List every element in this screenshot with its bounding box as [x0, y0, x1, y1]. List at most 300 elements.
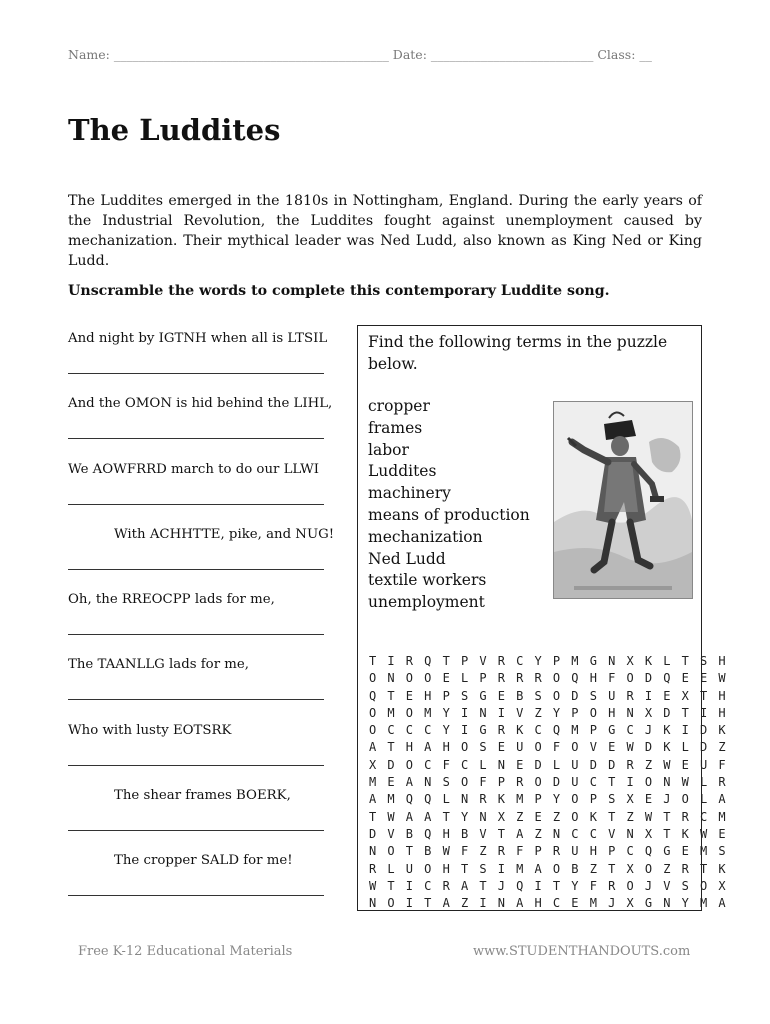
- grid-letter[interactable]: P: [479, 671, 487, 686]
- grid-letter[interactable]: E: [405, 688, 414, 703]
- grid-letter[interactable]: L: [479, 757, 487, 772]
- grid-letter[interactable]: K: [497, 792, 505, 807]
- grid-letter[interactable]: M: [424, 705, 432, 720]
- grid-letter[interactable]: H: [405, 740, 414, 755]
- grid-letter[interactable]: Y: [460, 809, 469, 824]
- grid-letter[interactable]: J: [663, 792, 671, 807]
- grid-letter[interactable]: A: [718, 792, 726, 807]
- grid-letter[interactable]: D: [552, 775, 561, 790]
- answer-blank[interactable]: [68, 504, 324, 505]
- grid-letter[interactable]: Q: [516, 878, 524, 893]
- grid-letter[interactable]: W: [644, 809, 653, 824]
- grid-letter[interactable]: F: [442, 757, 450, 772]
- grid-letter[interactable]: C: [424, 878, 432, 893]
- grid-letter[interactable]: F: [589, 878, 597, 893]
- grid-letter[interactable]: R: [405, 654, 414, 668]
- grid-letter[interactable]: Z: [534, 826, 542, 841]
- grid-letter[interactable]: T: [681, 705, 689, 720]
- grid-letter[interactable]: T: [387, 688, 395, 703]
- grid-letter[interactable]: J: [644, 878, 653, 893]
- grid-letter[interactable]: R: [516, 775, 524, 790]
- grid-letter[interactable]: D: [700, 740, 708, 755]
- answer-blank[interactable]: [68, 373, 324, 374]
- grid-letter[interactable]: C: [552, 896, 561, 911]
- grid-letter[interactable]: O: [387, 896, 395, 911]
- grid-letter[interactable]: E: [497, 740, 505, 755]
- grid-letter[interactable]: X: [497, 809, 505, 824]
- grid-letter[interactable]: K: [589, 809, 597, 824]
- grid-letter[interactable]: D: [369, 826, 377, 841]
- grid-letter[interactable]: C: [589, 826, 597, 841]
- grid-letter[interactable]: Z: [534, 705, 542, 720]
- grid-letter[interactable]: C: [589, 775, 597, 790]
- grid-letter[interactable]: F: [608, 671, 616, 686]
- grid-letter[interactable]: E: [681, 844, 689, 859]
- grid-letter[interactable]: F: [479, 775, 487, 790]
- grid-letter[interactable]: Z: [644, 757, 653, 772]
- grid-letter[interactable]: F: [460, 844, 469, 859]
- grid-letter[interactable]: T: [460, 861, 469, 876]
- grid-letter[interactable]: I: [644, 688, 653, 703]
- grid-letter[interactable]: T: [552, 878, 561, 893]
- grid-letter[interactable]: O: [424, 671, 432, 686]
- grid-letter[interactable]: P: [608, 844, 616, 859]
- grid-letter[interactable]: A: [460, 878, 469, 893]
- grid-letter[interactable]: C: [571, 826, 579, 841]
- grid-letter[interactable]: L: [700, 775, 708, 790]
- grid-letter[interactable]: K: [718, 723, 726, 738]
- grid-letter[interactable]: H: [718, 688, 726, 703]
- grid-letter[interactable]: Q: [424, 826, 432, 841]
- grid-letter[interactable]: K: [681, 826, 689, 841]
- grid-letter[interactable]: T: [663, 809, 671, 824]
- grid-letter[interactable]: B: [516, 688, 524, 703]
- grid-letter[interactable]: S: [718, 844, 726, 859]
- grid-letter[interactable]: K: [663, 723, 671, 738]
- grid-letter[interactable]: E: [681, 671, 689, 686]
- answer-blank[interactable]: [68, 699, 324, 700]
- grid-letter[interactable]: H: [442, 740, 450, 755]
- grid-letter[interactable]: T: [663, 826, 671, 841]
- grid-letter[interactable]: D: [571, 688, 579, 703]
- grid-letter[interactable]: C: [387, 723, 395, 738]
- grid-letter[interactable]: C: [626, 723, 634, 738]
- grid-letter[interactable]: U: [571, 775, 579, 790]
- grid-letter[interactable]: C: [516, 654, 524, 668]
- grid-letter[interactable]: O: [405, 757, 414, 772]
- grid-letter[interactable]: I: [405, 896, 414, 911]
- grid-letter[interactable]: N: [369, 844, 377, 859]
- grid-letter[interactable]: U: [516, 740, 524, 755]
- grid-letter[interactable]: M: [700, 844, 708, 859]
- grid-letter[interactable]: D: [608, 757, 616, 772]
- grid-letter[interactable]: X: [681, 688, 689, 703]
- grid-letter[interactable]: N: [663, 775, 671, 790]
- grid-letter[interactable]: J: [497, 878, 505, 893]
- grid-letter[interactable]: E: [681, 757, 689, 772]
- grid-letter[interactable]: I: [405, 878, 414, 893]
- grid-letter[interactable]: O: [460, 740, 469, 755]
- grid-letter[interactable]: W: [369, 878, 377, 893]
- grid-letter[interactable]: P: [497, 775, 505, 790]
- grid-letter[interactable]: Z: [516, 809, 524, 824]
- grid-letter[interactable]: G: [479, 688, 487, 703]
- grid-letter[interactable]: T: [700, 688, 708, 703]
- grid-letter[interactable]: B: [571, 861, 579, 876]
- grid-letter[interactable]: W: [681, 775, 689, 790]
- grid-letter[interactable]: Q: [552, 723, 561, 738]
- grid-letter[interactable]: E: [718, 826, 726, 841]
- grid-letter[interactable]: C: [460, 757, 469, 772]
- grid-letter[interactable]: H: [424, 688, 432, 703]
- grid-letter[interactable]: Z: [626, 809, 634, 824]
- grid-letter[interactable]: O: [534, 740, 542, 755]
- grid-letter[interactable]: T: [681, 654, 689, 668]
- grid-letter[interactable]: A: [369, 740, 377, 755]
- grid-letter[interactable]: O: [405, 705, 414, 720]
- grid-letter[interactable]: K: [663, 740, 671, 755]
- grid-letter[interactable]: V: [479, 826, 487, 841]
- grid-letter[interactable]: S: [700, 654, 708, 668]
- grid-letter[interactable]: O: [424, 861, 432, 876]
- grid-letter[interactable]: Q: [663, 671, 671, 686]
- grid-letter[interactable]: F: [718, 757, 726, 772]
- grid-letter[interactable]: T: [479, 878, 487, 893]
- grid-letter[interactable]: R: [479, 792, 487, 807]
- grid-letter[interactable]: O: [571, 792, 579, 807]
- grid-letter[interactable]: H: [718, 654, 726, 668]
- grid-letter[interactable]: X: [369, 757, 377, 772]
- grid-letter[interactable]: I: [497, 705, 505, 720]
- grid-letter[interactable]: W: [387, 809, 395, 824]
- grid-letter[interactable]: Y: [552, 792, 561, 807]
- grid-letter[interactable]: T: [608, 861, 616, 876]
- grid-letter[interactable]: M: [516, 792, 524, 807]
- grid-letter[interactable]: L: [552, 757, 561, 772]
- grid-letter[interactable]: Q: [405, 792, 414, 807]
- grid-letter[interactable]: D: [534, 757, 542, 772]
- grid-letter[interactable]: O: [369, 671, 377, 686]
- grid-letter[interactable]: Q: [369, 688, 377, 703]
- grid-letter[interactable]: A: [405, 775, 414, 790]
- grid-letter[interactable]: T: [405, 844, 414, 859]
- grid-letter[interactable]: I: [460, 705, 469, 720]
- grid-letter[interactable]: W: [442, 844, 450, 859]
- answer-blank[interactable]: [68, 438, 324, 439]
- grid-letter[interactable]: T: [608, 775, 616, 790]
- grid-letter[interactable]: T: [497, 826, 505, 841]
- grid-letter[interactable]: I: [534, 878, 542, 893]
- grid-letter[interactable]: S: [681, 878, 689, 893]
- grid-letter[interactable]: R: [497, 844, 505, 859]
- grid-letter[interactable]: H: [442, 861, 450, 876]
- grid-letter[interactable]: I: [681, 723, 689, 738]
- grid-letter[interactable]: S: [534, 688, 542, 703]
- grid-letter[interactable]: R: [626, 757, 634, 772]
- grid-letter[interactable]: E: [387, 775, 395, 790]
- grid-letter[interactable]: T: [608, 809, 616, 824]
- grid-letter[interactable]: E: [700, 671, 708, 686]
- grid-letter[interactable]: D: [387, 757, 395, 772]
- grid-letter[interactable]: N: [387, 671, 395, 686]
- grid-letter[interactable]: H: [442, 826, 450, 841]
- grid-letter[interactable]: S: [442, 775, 450, 790]
- grid-letter[interactable]: O: [571, 740, 579, 755]
- grid-letter[interactable]: E: [534, 809, 542, 824]
- answer-blank[interactable]: [68, 830, 324, 831]
- grid-letter[interactable]: V: [608, 826, 616, 841]
- grid-letter[interactable]: O: [589, 705, 597, 720]
- grid-letter[interactable]: T: [442, 654, 450, 668]
- grid-letter[interactable]: R: [497, 671, 505, 686]
- grid-letter[interactable]: R: [681, 861, 689, 876]
- grid-letter[interactable]: Y: [571, 878, 579, 893]
- grid-letter[interactable]: V: [387, 826, 395, 841]
- grid-letter[interactable]: L: [663, 654, 671, 668]
- grid-letter[interactable]: A: [424, 740, 432, 755]
- grid-letter[interactable]: Z: [663, 861, 671, 876]
- grid-letter[interactable]: U: [571, 844, 579, 859]
- grid-letter[interactable]: P: [534, 844, 542, 859]
- grid-letter[interactable]: O: [534, 775, 542, 790]
- grid-letter[interactable]: Y: [552, 705, 561, 720]
- grid-letter[interactable]: L: [442, 792, 450, 807]
- grid-letter[interactable]: Z: [589, 861, 597, 876]
- grid-letter[interactable]: N: [369, 896, 377, 911]
- grid-letter[interactable]: Q: [571, 671, 579, 686]
- grid-letter[interactable]: T: [387, 740, 395, 755]
- grid-letter[interactable]: L: [700, 792, 708, 807]
- grid-letter[interactable]: B: [460, 826, 469, 841]
- grid-letter[interactable]: X: [626, 896, 634, 911]
- answer-blank[interactable]: [68, 634, 324, 635]
- answer-blank[interactable]: [68, 895, 324, 896]
- grid-letter[interactable]: Q: [424, 792, 432, 807]
- grid-letter[interactable]: N: [608, 654, 616, 668]
- grid-letter[interactable]: S: [479, 740, 487, 755]
- grid-letter[interactable]: W: [700, 826, 708, 841]
- grid-letter[interactable]: K: [516, 723, 524, 738]
- answer-blank[interactable]: [68, 765, 324, 766]
- grid-letter[interactable]: T: [442, 809, 450, 824]
- grid-letter[interactable]: L: [681, 740, 689, 755]
- grid-letter[interactable]: O: [626, 878, 634, 893]
- grid-letter[interactable]: H: [608, 705, 616, 720]
- grid-letter[interactable]: N: [626, 705, 634, 720]
- grid-letter[interactable]: C: [534, 723, 542, 738]
- grid-letter[interactable]: T: [387, 878, 395, 893]
- grid-letter[interactable]: R: [626, 688, 634, 703]
- grid-letter[interactable]: U: [571, 757, 579, 772]
- grid-letter[interactable]: O: [552, 671, 561, 686]
- grid-letter[interactable]: B: [405, 826, 414, 841]
- grid-letter[interactable]: F: [552, 740, 561, 755]
- grid-letter[interactable]: X: [626, 861, 634, 876]
- grid-letter[interactable]: X: [626, 792, 634, 807]
- grid-letter[interactable]: H: [589, 671, 597, 686]
- grid-letter[interactable]: R: [608, 878, 616, 893]
- grid-letter[interactable]: A: [405, 809, 414, 824]
- grid-letter[interactable]: R: [369, 861, 377, 876]
- grid-letter[interactable]: A: [424, 809, 432, 824]
- grid-letter[interactable]: O: [552, 861, 561, 876]
- grid-letter[interactable]: R: [681, 809, 689, 824]
- grid-letter[interactable]: I: [479, 896, 487, 911]
- grid-letter[interactable]: P: [460, 654, 469, 668]
- grid-letter[interactable]: S: [479, 861, 487, 876]
- grid-letter[interactable]: O: [571, 809, 579, 824]
- grid-letter[interactable]: S: [460, 688, 469, 703]
- grid-letter[interactable]: P: [534, 792, 542, 807]
- grid-letter[interactable]: I: [387, 654, 395, 668]
- grid-letter[interactable]: E: [608, 740, 616, 755]
- grid-letter[interactable]: O: [387, 844, 395, 859]
- grid-letter[interactable]: C: [424, 757, 432, 772]
- grid-letter[interactable]: I: [626, 775, 634, 790]
- grid-letter[interactable]: T: [424, 896, 432, 911]
- answer-blank[interactable]: [68, 569, 324, 570]
- grid-letter[interactable]: B: [424, 844, 432, 859]
- grid-letter[interactable]: T: [369, 809, 377, 824]
- grid-letter[interactable]: J: [644, 723, 653, 738]
- grid-letter[interactable]: P: [589, 723, 597, 738]
- grid-letter[interactable]: W: [626, 740, 634, 755]
- grid-letter[interactable]: V: [663, 878, 671, 893]
- grid-letter[interactable]: R: [552, 844, 561, 859]
- grid-letter[interactable]: T: [700, 861, 708, 876]
- grid-letter[interactable]: O: [681, 792, 689, 807]
- grid-letter[interactable]: N: [663, 896, 671, 911]
- grid-letter[interactable]: O: [626, 671, 634, 686]
- grid-letter[interactable]: X: [644, 705, 653, 720]
- grid-letter[interactable]: D: [644, 671, 653, 686]
- grid-letter[interactable]: E: [644, 792, 653, 807]
- grid-letter[interactable]: V: [516, 705, 524, 720]
- grid-letter[interactable]: Z: [552, 809, 561, 824]
- grid-letter[interactable]: O: [644, 775, 653, 790]
- grid-letter[interactable]: W: [663, 757, 671, 772]
- grid-letter[interactable]: R: [497, 654, 505, 668]
- grid-letter[interactable]: A: [442, 896, 450, 911]
- grid-letter[interactable]: A: [718, 896, 726, 911]
- grid-letter[interactable]: N: [497, 896, 505, 911]
- grid-letter[interactable]: D: [663, 705, 671, 720]
- grid-letter[interactable]: R: [516, 671, 524, 686]
- grid-letter[interactable]: I: [460, 723, 469, 738]
- grid-letter[interactable]: A: [534, 861, 542, 876]
- grid-letter[interactable]: G: [608, 723, 616, 738]
- grid-letter[interactable]: R: [497, 723, 505, 738]
- grid-letter[interactable]: K: [644, 654, 653, 668]
- grid-letter[interactable]: E: [497, 688, 505, 703]
- grid-letter[interactable]: S: [589, 688, 597, 703]
- grid-letter[interactable]: X: [644, 826, 653, 841]
- grid-letter[interactable]: V: [589, 740, 597, 755]
- grid-letter[interactable]: X: [626, 654, 634, 668]
- grid-letter[interactable]: G: [644, 896, 653, 911]
- grid-letter[interactable]: U: [700, 757, 708, 772]
- grid-letter[interactable]: G: [479, 723, 487, 738]
- grid-letter[interactable]: L: [460, 671, 469, 686]
- grid-letter[interactable]: C: [626, 844, 634, 859]
- grid-letter[interactable]: O: [369, 723, 377, 738]
- grid-letter[interactable]: E: [516, 757, 524, 772]
- grid-letter[interactable]: E: [663, 688, 671, 703]
- grid-letter[interactable]: C: [700, 809, 708, 824]
- grid-letter[interactable]: C: [424, 723, 432, 738]
- grid-letter[interactable]: O: [644, 861, 653, 876]
- grid-letter[interactable]: G: [589, 654, 597, 668]
- grid-letter[interactable]: E: [442, 671, 450, 686]
- grid-letter[interactable]: Y: [442, 705, 450, 720]
- grid-letter[interactable]: L: [387, 861, 395, 876]
- grid-letter[interactable]: O: [460, 775, 469, 790]
- grid-letter[interactable]: O: [405, 671, 414, 686]
- grid-letter[interactable]: I: [700, 705, 708, 720]
- grid-letter[interactable]: A: [516, 896, 524, 911]
- grid-letter[interactable]: M: [387, 705, 395, 720]
- grid-letter[interactable]: N: [479, 809, 487, 824]
- grid-letter[interactable]: M: [387, 792, 395, 807]
- grid-letter[interactable]: M: [700, 896, 708, 911]
- grid-letter[interactable]: P: [552, 654, 561, 668]
- grid-letter[interactable]: F: [516, 844, 524, 859]
- grid-letter[interactable]: Y: [681, 896, 689, 911]
- grid-letter[interactable]: P: [442, 688, 450, 703]
- grid-letter[interactable]: E: [571, 896, 579, 911]
- grid-letter[interactable]: D: [644, 740, 653, 755]
- grid-letter[interactable]: N: [552, 826, 561, 841]
- grid-letter[interactable]: D: [700, 723, 708, 738]
- grid-letter[interactable]: S: [608, 792, 616, 807]
- grid-letter[interactable]: O: [552, 688, 561, 703]
- grid-letter[interactable]: O: [700, 878, 708, 893]
- grid-letter[interactable]: K: [718, 861, 726, 876]
- grid-letter[interactable]: M: [369, 775, 377, 790]
- grid-letter[interactable]: M: [571, 654, 579, 668]
- grid-letter[interactable]: M: [571, 723, 579, 738]
- grid-letter[interactable]: Y: [442, 723, 450, 738]
- grid-letter[interactable]: O: [369, 705, 377, 720]
- grid-letter[interactable]: Q: [644, 844, 653, 859]
- grid-letter[interactable]: W: [718, 671, 726, 686]
- grid-letter[interactable]: Z: [479, 844, 487, 859]
- grid-letter[interactable]: N: [479, 705, 487, 720]
- grid-letter[interactable]: T: [369, 654, 377, 668]
- grid-letter[interactable]: R: [442, 878, 450, 893]
- grid-letter[interactable]: N: [460, 792, 469, 807]
- grid-letter[interactable]: D: [589, 757, 597, 772]
- grid-letter[interactable]: P: [571, 705, 579, 720]
- grid-letter[interactable]: M: [718, 809, 726, 824]
- grid-letter[interactable]: M: [589, 896, 597, 911]
- grid-letter[interactable]: I: [497, 861, 505, 876]
- grid-letter[interactable]: U: [405, 861, 414, 876]
- grid-letter[interactable]: X: [718, 878, 726, 893]
- grid-letter[interactable]: G: [663, 844, 671, 859]
- grid-letter[interactable]: A: [516, 826, 524, 841]
- grid-letter[interactable]: N: [626, 826, 634, 841]
- grid-letter[interactable]: Y: [534, 654, 542, 668]
- grid-letter[interactable]: P: [589, 792, 597, 807]
- grid-letter[interactable]: J: [608, 896, 616, 911]
- grid-letter[interactable]: Q: [424, 654, 432, 668]
- grid-letter[interactable]: C: [405, 723, 414, 738]
- grid-letter[interactable]: N: [497, 757, 505, 772]
- grid-letter[interactable]: R: [718, 775, 726, 790]
- grid-letter[interactable]: Z: [718, 740, 726, 755]
- grid-letter[interactable]: H: [718, 705, 726, 720]
